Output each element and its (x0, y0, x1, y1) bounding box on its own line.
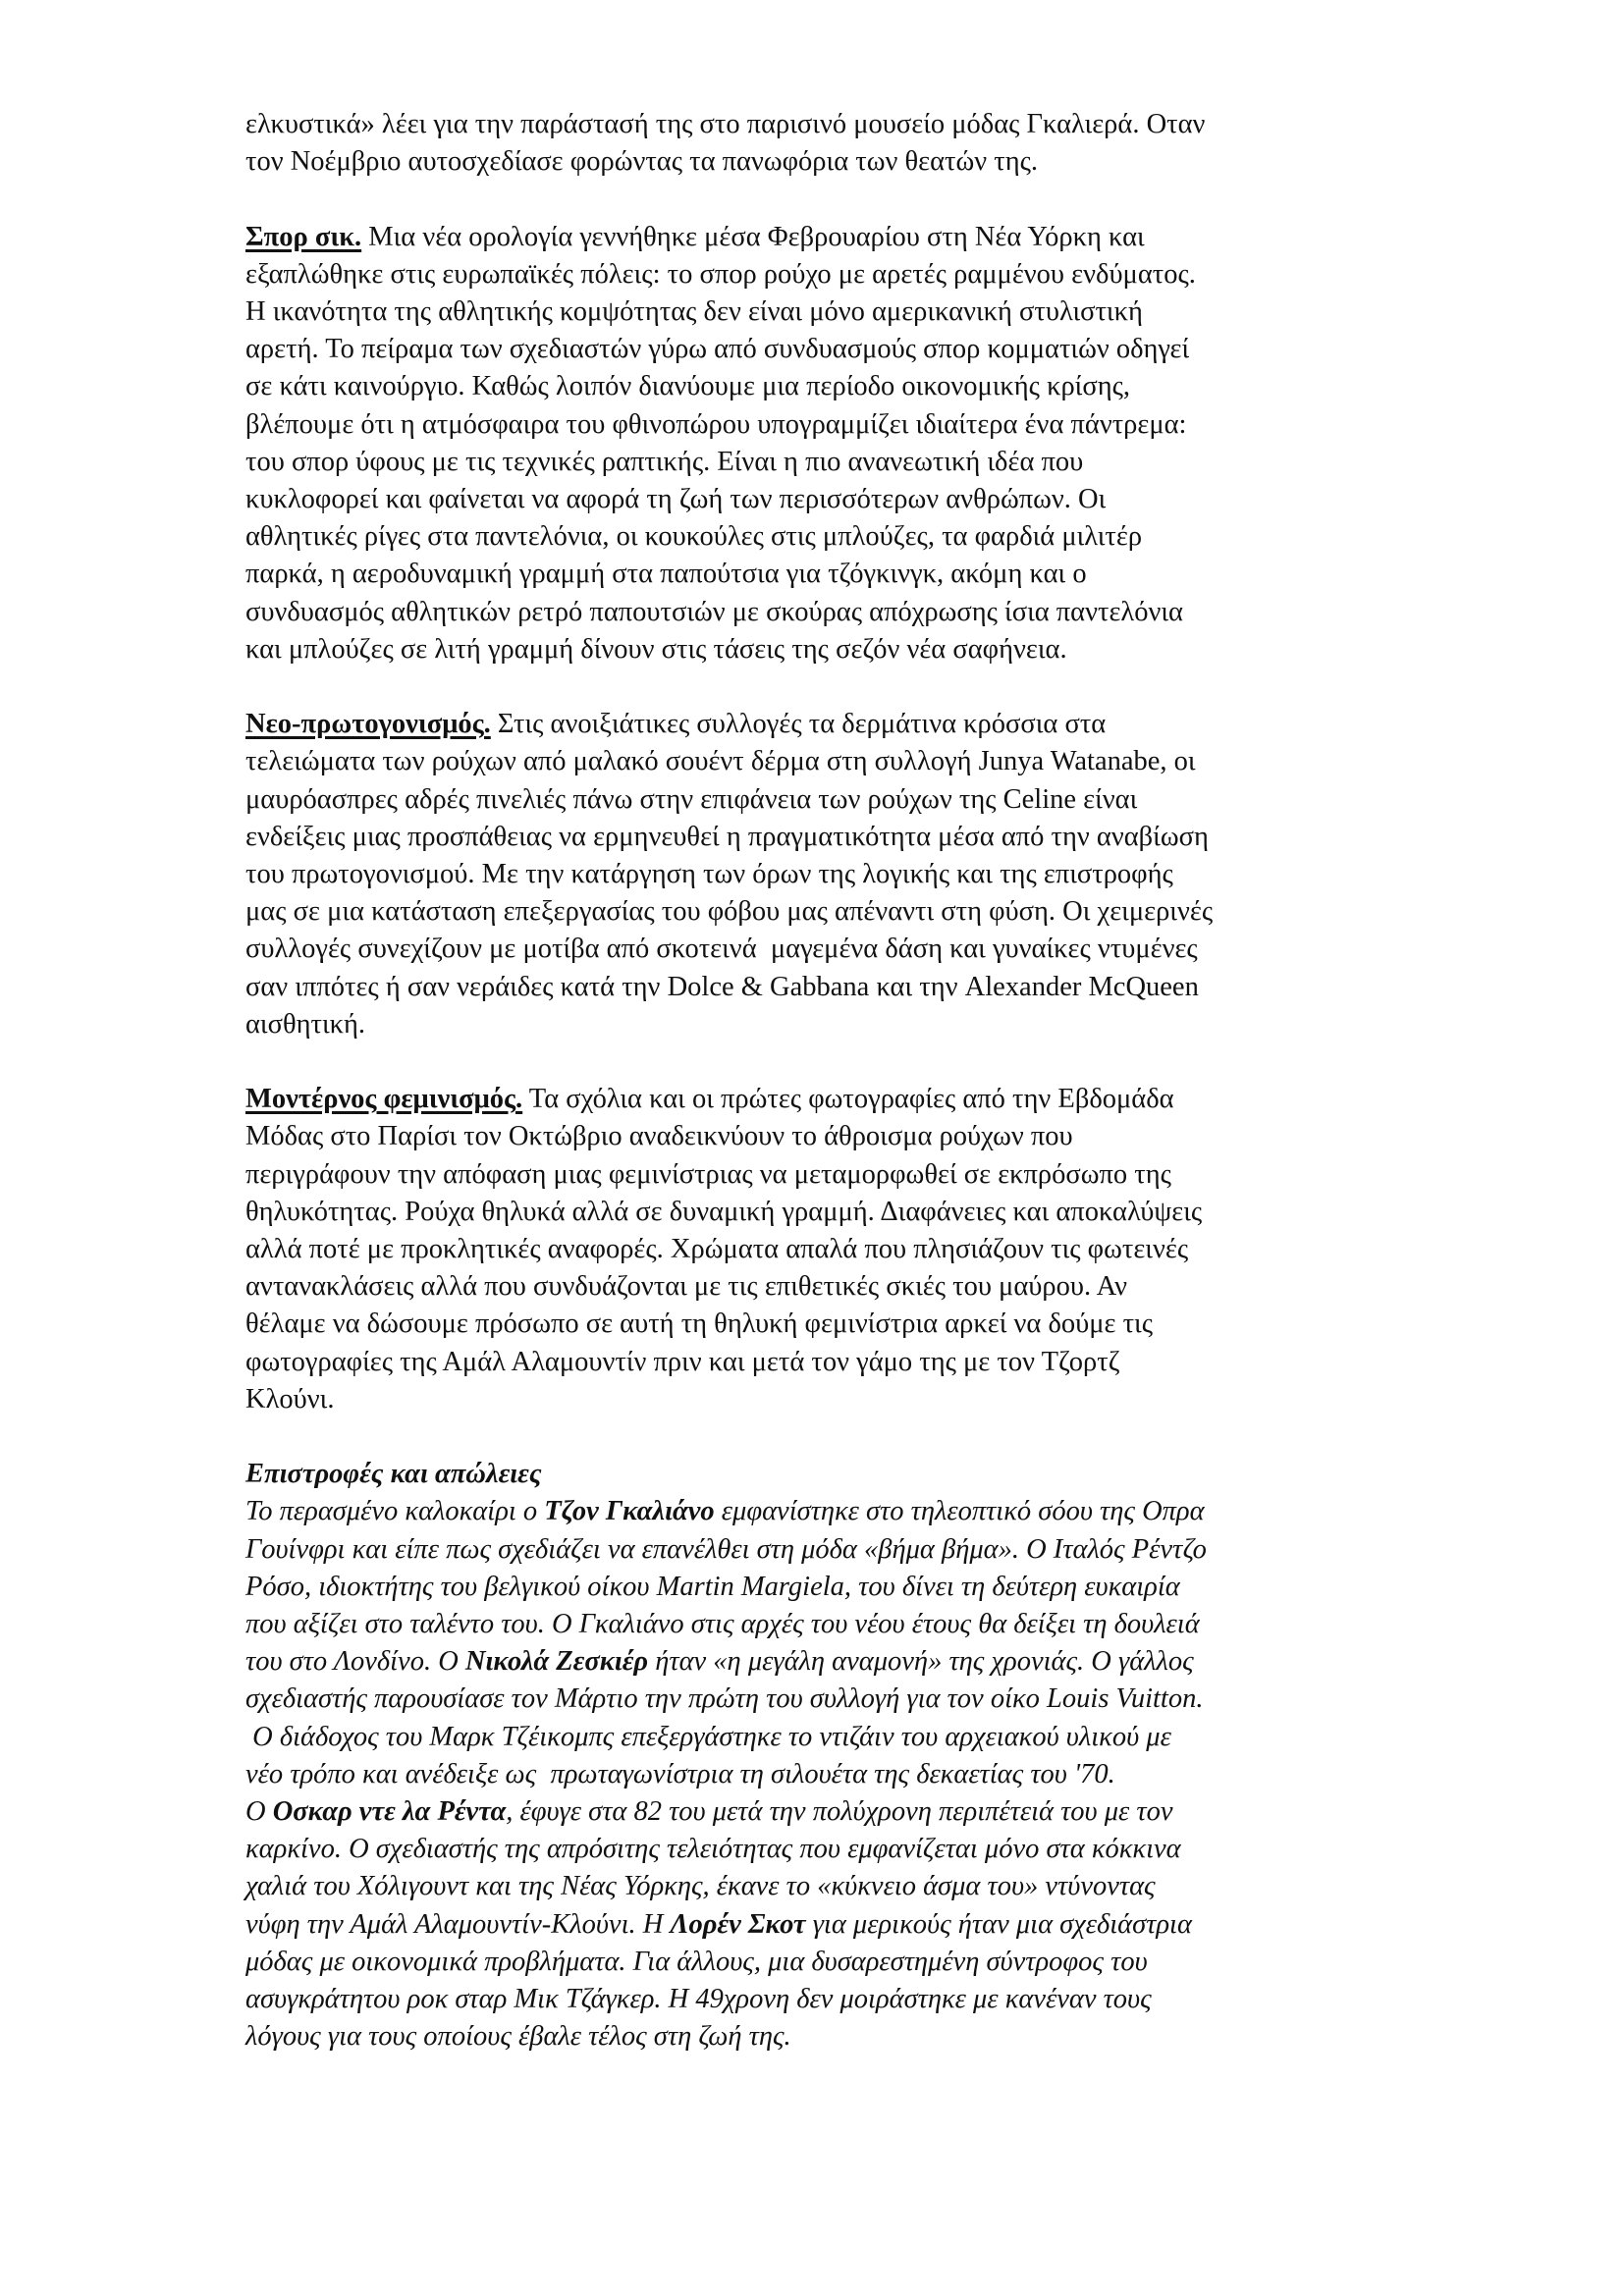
text-run: θηλυκότητας. Ρούχα θηλυκά αλλά σε δυναμική γραμμή. Διαφάνειες και αποκαλύψεις (245, 1196, 1203, 1227)
text-line (245, 256, 1384, 294)
text-run: κυκλοφορεί και φαίνεται να αφορά τη ζωή των περισσότερων ανθρώπων. Οι (245, 484, 1107, 515)
text-run: μόδας με οικονομικά προβλήματα. Για άλλους, μια δυσαρεστημένη σύντροφος του (245, 1946, 1148, 1977)
section-heading: Νεο-πρωτογονισμός. (245, 709, 491, 740)
text-line (245, 1944, 1384, 1981)
section-epistrofes-kai-apoleies (245, 1456, 1384, 2056)
text-line (245, 1756, 1384, 1793)
section-heading: Επιστροφές και απώλειες (245, 1459, 542, 1490)
text-run: αθλητικές ρίγες στα παντελόνια, οι κουκούλες στις μπλούζες, τα φαρδιά μιλιτέρ (245, 521, 1143, 553)
paragraph-spor-sik (245, 219, 1384, 668)
text-run: Γουίνφρι και είπε πως σχεδιάζει να επανέλθει στη μόδα «βήμα βήμα». Ο Ιταλός Ρέντζο (245, 1533, 1207, 1565)
emphasized-name: Οσκαρ ντε λα Ρέντα (272, 1796, 507, 1828)
text-line (245, 856, 1384, 893)
text-run: περιγράφουν την απόφαση μιας φεμινίστριας να μεταμορφωθεί σε εκπρόσωπο της (245, 1158, 1171, 1190)
text-line (245, 969, 1384, 1006)
text-run: του στο Λονδίνο. Ο (245, 1646, 465, 1678)
text-line (245, 931, 1384, 968)
text-run: παρκά, η αεροδυναμική γραμμή στα παπούτσια για τζόγκινγκ, ακόμη και ο (245, 559, 1087, 590)
text-run: εμφανίστηκε στο τηλεοπτικό σόου της Οπρα (714, 1496, 1205, 1527)
text-run: Η ικανότητα της αθλητικής κομψότητας δεν είναι μόνο αμερικανική στυλιστική (245, 296, 1143, 327)
text-line (245, 219, 1384, 256)
text-line (245, 1569, 1384, 1606)
text-line (245, 481, 1384, 518)
text-line (245, 1493, 1384, 1530)
text-line (245, 1831, 1384, 1868)
text-line (245, 1231, 1384, 1268)
text-line (245, 556, 1384, 593)
text-run: βλέπουμε ότι η ατμόσφαιρα του φθινοπώρου υπογραμμίζει ιδιαίτερα ένα πάντρεμα: (245, 408, 1187, 440)
text-line (245, 368, 1384, 405)
text-run: θέλαμε να δώσουμε πρόσωπο σε αυτή τη θηλυκή φεμινίστρια αρκεί να δούμε τις (245, 1308, 1154, 1340)
text-line (245, 1268, 1384, 1306)
text-line (245, 819, 1384, 856)
text-line (245, 1793, 1384, 1831)
section-heading: Μοντέρνος φεμινισμός. (245, 1084, 523, 1115)
text-run: μαυρόασπρες αδρές πινελιές πάνω στην επιφάνεια των ρούχων της Celine είναι (245, 783, 1138, 815)
text-line (245, 594, 1384, 631)
text-run: τον Νοέμβριο αυτοσχεδίασε φορώντας τα πανωφόρια των θεατών της. (245, 146, 1039, 178)
text-line (245, 706, 1384, 743)
text-run: Τα σχόλια και οι πρώτες φωτογραφίες από την Εβδομάδα (522, 1084, 1174, 1115)
text-line (245, 1156, 1384, 1194)
text-run: ελκυστικά» λέει για την παράστασή της στο παρισινό μουσείο μόδας Γκαλιερά. Οταν (245, 109, 1206, 139)
section-heading: Σπορ σικ. (245, 221, 362, 252)
paragraph-intro-continuation (245, 106, 1384, 181)
text-line (245, 106, 1384, 143)
text-line (245, 444, 1384, 481)
text-run: Το περασμένο καλοκαίρι ο (245, 1496, 545, 1527)
text-run: ήταν «η μεγάλη αναμονή» της χρονιάς. Ο γάλλος (648, 1646, 1194, 1678)
text-run: αισθητική. (245, 1008, 366, 1040)
text-line (245, 1531, 1384, 1569)
text-line (245, 1643, 1384, 1681)
text-run: Ο διάδοχος του Μαρκ Τζέικομπς επεξεργάστηκε το ντιζάιν του αρχειακού υλικού με (245, 1721, 1171, 1752)
text-run: συνδυασμός αθλητικών ρετρό παπουτσιών με σκούρας απόχρωσης ίσια παντελόνια (245, 596, 1183, 627)
text-line (245, 1006, 1384, 1043)
text-line (245, 781, 1384, 819)
text-line (245, 1719, 1384, 1756)
text-run: του πρωτογονισμού. Με την κατάργηση των όρων της λογικής και της επιστροφής (245, 859, 1173, 890)
text-run: νέο τρόπο και ανέδειξε ως πρωταγωνίστρια τη σιλουέτα της δεκαετίας του '70. (245, 1758, 1115, 1789)
text-run: νύφη την Αμάλ Αλαμουντίν-Κλούνι. Η (245, 1908, 671, 1940)
text-line (245, 406, 1384, 444)
text-run: ασυγκράτητου ροκ σταρ Μικ Τζάγκερ. Η 49χρονη δεν μοιράστηκε με κανέναν τους (245, 1984, 1152, 2015)
text-run: συλλογές συνεχίζουν με μοτίβα από σκοτεινά μαγεμένα δάση και γυναίκες ντυμένες (245, 934, 1198, 965)
text-line (245, 1868, 1384, 1905)
text-run: ενδείξεις μιας προσπάθειας να ερμηνευθεί η πραγματικότητα μέσα από την αναβίωση (245, 821, 1209, 852)
text-run: σε κάτι καινούργιο. Καθώς λοιπόν διανύουμε μια περίοδο οικονομικής κρίσης, (245, 371, 1131, 402)
text-run: φωτογραφίες της Αμάλ Αλαμουντίν πριν και μετά τον γάμο της με τον Τζορτζ (245, 1346, 1120, 1377)
text-line (245, 143, 1384, 181)
text-run: λόγους για τους οποίους έβαλε τέλος στη ζωή της. (245, 2021, 791, 2053)
emphasized-name: Τζον Γκαλιάνο (544, 1496, 715, 1527)
text-line (245, 1306, 1384, 1343)
text-line (245, 1194, 1384, 1231)
paragraph-neo-protogonismos (245, 706, 1384, 1043)
text-line (245, 1344, 1384, 1381)
text-run: Μόδας στο Παρίσι τον Οκτώβριο αναδεικνύουν το άθροισμα ρούχων που (245, 1121, 1073, 1152)
text-run: , έφυγε στα 82 του μετά την πολύχρονη περιπέτειά του με τον (506, 1796, 1173, 1828)
text-run: εξαπλώθηκε στις ευρωπαϊκές πόλεις: το σπορ ρούχο με αρετές ραμμένου ενδύματος. (245, 258, 1196, 290)
text-run: Ο (245, 1796, 273, 1828)
text-line (245, 631, 1384, 668)
text-line (245, 1456, 1384, 1493)
text-run: Ρόσο, ιδιοκτήτης του βελγικού οίκου Martin Margiela, του δίνει τη δεύτερη ευκαιρία (245, 1571, 1180, 1602)
text-line (245, 2018, 1384, 2056)
text-line (245, 518, 1384, 556)
text-run: αντανακλάσεις αλλά που συνδυάζονται με τις επιθετικές σκιές του μαύρου. Αν (245, 1271, 1127, 1303)
text-run: και μπλούζες σε λιτή γραμμή δίνουν στις τάσεις της σεζόν νέα σαφήνεια. (245, 633, 1067, 665)
text-line (245, 1118, 1384, 1155)
text-run: αρετή. Το πείραμα των σχεδιαστών γύρω από συνδυασμούς σπορ κομματιών οδηγεί (245, 334, 1190, 365)
text-line (245, 1981, 1384, 2018)
text-run: του σπορ ύφους με τις τεχνικές ραπτικής. Είναι η πιο ανανεωτική ιδέα που (245, 446, 1084, 477)
text-line (245, 743, 1384, 780)
text-run: τελειώματα των ρούχων από μαλακό σουέντ δέρμα στη συλλογή Junya Watanabe, οι (245, 746, 1196, 777)
text-run: Στις ανοιξιάτικες συλλογές τα δερμάτινα κρόσσια στα (490, 709, 1107, 740)
text-line (245, 331, 1384, 368)
text-line (245, 1081, 1384, 1118)
text-run: για μερικούς ήταν μια σχεδιάστρια (805, 1908, 1192, 1940)
text-line (245, 294, 1384, 331)
text-run: χαλιά του Χόλιγουντ και της Νέας Υόρκης, έκανε το «κύκνειο άσμα του» ντύνοντας (245, 1871, 1156, 1902)
text-run: σχεδιαστής παρουσίασε τον Μάρτιο την πρώτη του συλλογή για τον οίκο Louis Vuitton. (245, 1683, 1204, 1715)
text-run: Κλούνι. (245, 1383, 335, 1415)
text-run: Μια νέα ορολογία γεννήθηκε μέσα Φεβρουαρίου στη Νέα Υόρκη και (361, 221, 1145, 252)
emphasized-name: Νικολά Ζεσκιέρ (464, 1646, 649, 1678)
text-run: καρκίνο. Ο σχεδιαστής της απρόσιτης τελειότητας που εμφανίζεται μόνο στα κόκκινα (245, 1834, 1181, 1865)
text-run: που αξίζει στο ταλέντο του. Ο Γκαλιάνο στις αρχές του νέου έτους θα δείξει τη δουλειά (245, 1609, 1200, 1640)
text-run: αλλά ποτέ με προκλητικές αναφορές. Χρώματα απαλά που πλησιάζουν τις φωτεινές (245, 1234, 1189, 1265)
text-line (245, 1381, 1384, 1418)
emphasized-name: Λορέν Σκοτ (670, 1908, 806, 1940)
text-line (245, 893, 1384, 931)
text-run: μας σε μια κατάσταση επεξεργασίας του φόβου μας απέναντι στη φύση. Οι χειμερινές (245, 896, 1214, 928)
text-line (245, 1681, 1384, 1718)
text-line (245, 1606, 1384, 1643)
text-run: σαν ιππότες ή σαν νεράιδες κατά την Dolce & Gabbana και την Alexander McQueen (245, 971, 1199, 1002)
document-page (245, 106, 1384, 2056)
paragraph-monternos-feminismos (245, 1081, 1384, 1418)
text-line (245, 1906, 1384, 1944)
